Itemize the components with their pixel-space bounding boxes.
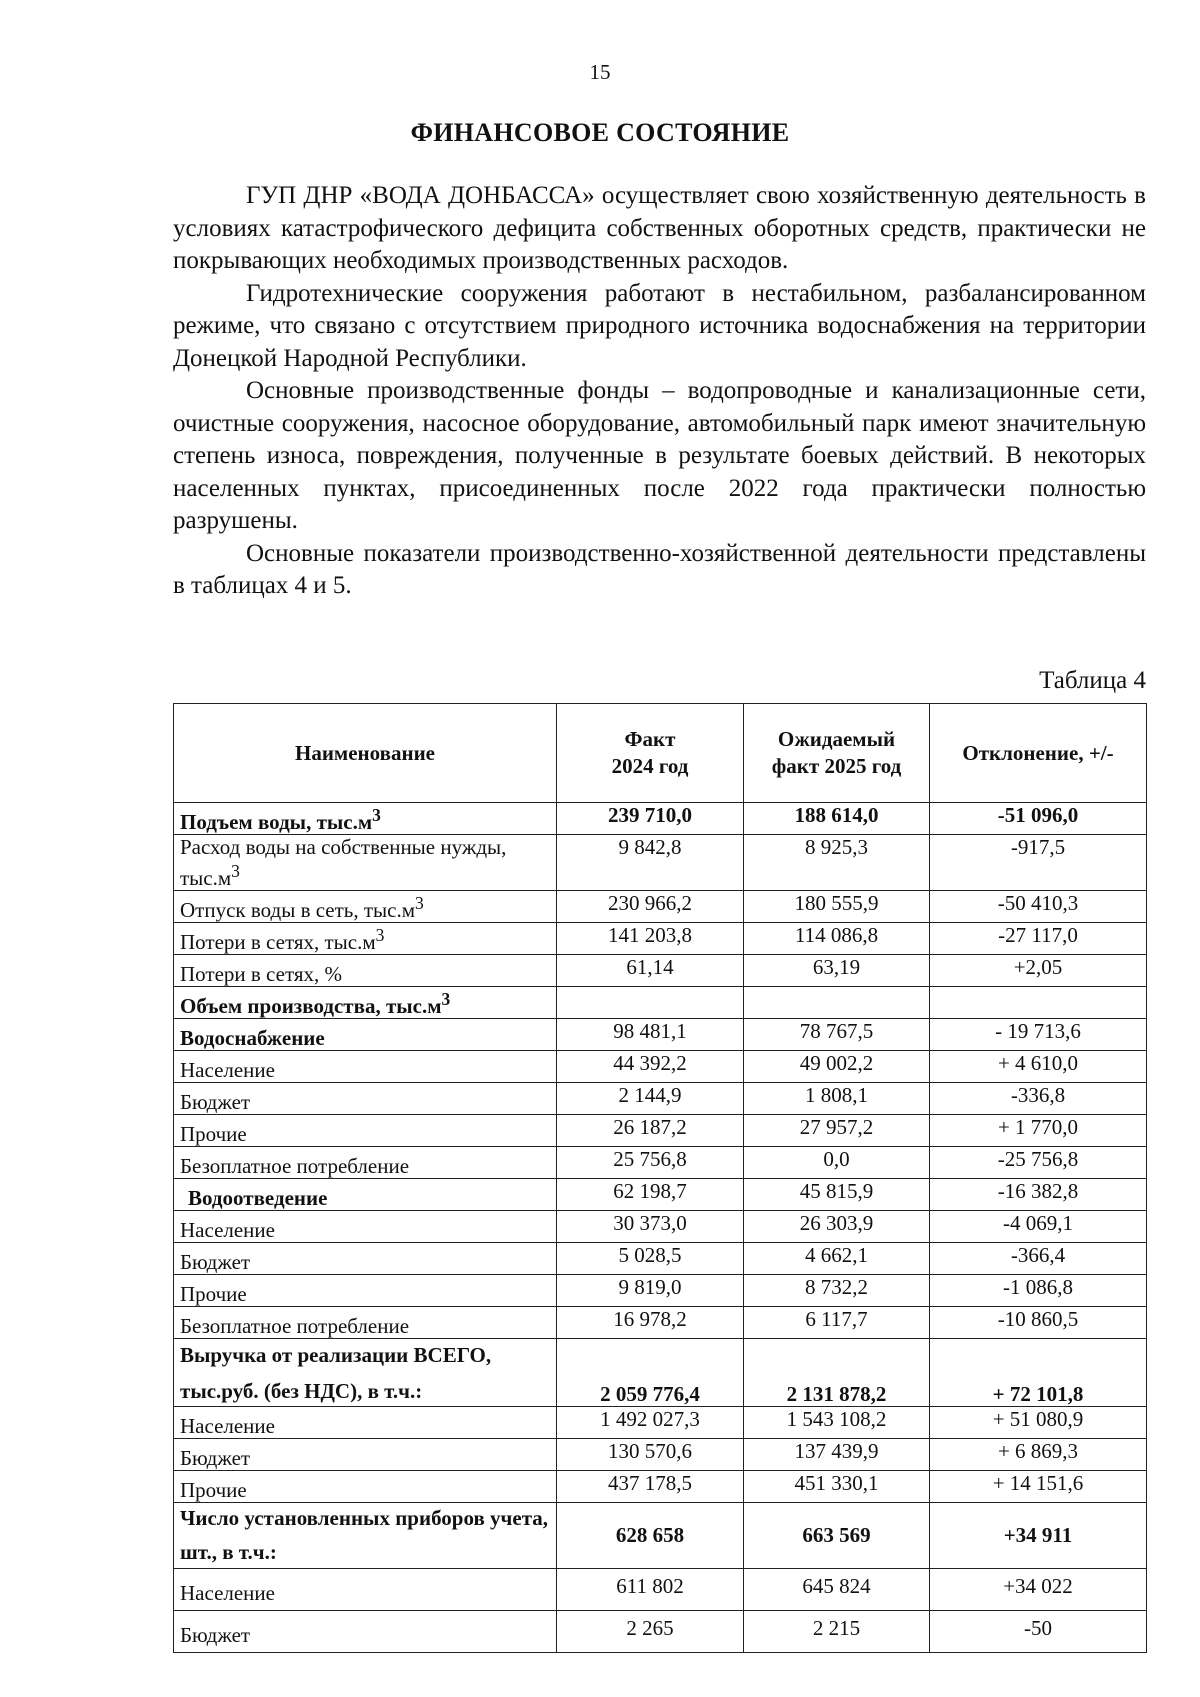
row-name: Водоснабжение [174, 1019, 557, 1051]
cell-deviation: -25 756,8 [930, 1147, 1147, 1179]
indicators-table [173, 703, 1147, 1653]
row-name: Потери в сетях, % [174, 955, 557, 987]
paragraph: ГУП ДНР «ВОДА ДОНБАССА» осуществляет свою хозяйственную деятельность в условиях катастрофического дефицита собственных оборотных средств, практически не покрывающих необходимых производственных расходов. [173, 182, 1146, 274]
row-name: Прочие [174, 1275, 557, 1307]
table-row [174, 923, 1147, 955]
cell-fact: 2 265 [557, 1611, 744, 1653]
header-name: Наименование [174, 704, 557, 803]
table-row [174, 1115, 1147, 1147]
cell-expected: 0,0 [744, 1147, 930, 1179]
table-row [174, 1503, 1147, 1569]
row-name: Население [174, 1407, 557, 1439]
cell-fact: 130 570,6 [557, 1439, 744, 1471]
table-row [174, 835, 1147, 891]
cell-fact: 230 966,2 [557, 891, 744, 923]
cell-deviation: + 14 151,6 [930, 1471, 1147, 1503]
cell-fact: 9 842,8 [557, 835, 744, 891]
row-name: Безоплатное потребление [174, 1307, 557, 1339]
row-name: Бюджет [174, 1083, 557, 1115]
cell-deviation: -50 [930, 1611, 1147, 1653]
row-name: Население [174, 1051, 557, 1083]
cell-fact: 62 198,7 [557, 1179, 744, 1211]
cell-expected: 6 117,7 [744, 1307, 930, 1339]
cell-fact: 16 978,2 [557, 1307, 744, 1339]
cell-deviation: -336,8 [930, 1083, 1147, 1115]
cell-expected: 26 303,9 [744, 1211, 930, 1243]
table-row [174, 1439, 1147, 1471]
header-expected-2025: Ожидаемый факт 2025 год [744, 704, 930, 803]
cell-fact: 141 203,8 [557, 923, 744, 955]
cell-expected: 4 662,1 [744, 1243, 930, 1275]
cell-deviation: + 4 610,0 [930, 1051, 1147, 1083]
cell-deviation: -27 117,0 [930, 923, 1147, 955]
table-row [174, 1407, 1147, 1439]
row-name: Бюджет [174, 1611, 557, 1653]
row-name: Население [174, 1211, 557, 1243]
cell-expected: 137 439,9 [744, 1439, 930, 1471]
paragraph: Гидротехнические сооружения работают в нестабильном, разбалансированном режиме, что связано с отсутствием природного источника водоснабжения на территории Донецкой Народной Республики. [173, 279, 1146, 372]
cell-fact: 61,14 [557, 955, 744, 987]
cell-fact: 2 144,9 [557, 1083, 744, 1115]
cell-expected: 451 330,1 [744, 1471, 930, 1503]
page-number: 15 [589, 60, 611, 84]
cell-deviation: +34 911 [930, 1503, 1147, 1569]
table-row [174, 1569, 1147, 1611]
cell-expected: 1 543 108,2 [744, 1407, 930, 1439]
table-row [174, 1211, 1147, 1243]
row-name: Отпуск воды в сеть, $тыс.м^3$ [174, 891, 557, 923]
row-name: Водоотведение [174, 1179, 557, 1211]
table-row [174, 1179, 1147, 1211]
cell-fact: 2 059 776,4 [557, 1339, 744, 1407]
table-row [174, 1339, 1147, 1407]
row-name: Бюджет [174, 1439, 557, 1471]
cell-fact: 628 658 [557, 1503, 744, 1569]
cell-expected [744, 987, 930, 1019]
cell-expected: 63,19 [744, 955, 930, 987]
row-name: Бюджет [174, 1243, 557, 1275]
cell-deviation: -366,4 [930, 1243, 1147, 1275]
row-name: Безоплатное потребление [174, 1147, 557, 1179]
row-name: Выручка от реализации ВСЕГО, тыс.руб. (без НДС), в т.ч.: [174, 1339, 557, 1407]
cell-fact: 26 187,2 [557, 1115, 744, 1147]
row-name: Число установленных приборов учета, шт., в т.ч.: [174, 1503, 557, 1569]
cell-expected: 114 086,8 [744, 923, 930, 955]
cell-fact [557, 987, 744, 1019]
paragraph: Основные производственные фонды – водопроводные и канализационные сети, очистные сооружения, насосное оборудование, автомобильный парк имеют значительную степень износа, повреждения, полученные в результате боевых действий. В некоторых населенных пунктах, присоединенных после 2022 года практически полностью разрушены. [173, 377, 1146, 534]
row-name: Расход воды на собственные нужды, $тыс.м^3$ [174, 835, 557, 891]
cell-deviation: +2,05 [930, 955, 1147, 987]
cell-deviation: -4 069,1 [930, 1211, 1147, 1243]
table-caption: Таблица 4 [1039, 667, 1146, 694]
table-row [174, 1019, 1147, 1051]
table-row [174, 1611, 1147, 1653]
row-name: Подъем воды, $тыс.м^3$ [174, 803, 557, 835]
cell-fact: 9 819,0 [557, 1275, 744, 1307]
page-title: ФИНАНСОВОЕ СОСТОЯНИЕ [410, 118, 790, 147]
cell-expected: 645 824 [744, 1569, 930, 1611]
table-row [174, 1083, 1147, 1115]
cell-deviation [930, 987, 1147, 1019]
table-row [174, 1147, 1147, 1179]
header-deviation: Отклонение, +/- [930, 704, 1147, 803]
cell-fact: 437 178,5 [557, 1471, 744, 1503]
cell-deviation: + 72 101,8 [930, 1339, 1147, 1407]
cell-deviation: -917,5 [930, 835, 1147, 891]
cell-deviation: - 19 713,6 [930, 1019, 1147, 1051]
cell-expected: 2 215 [744, 1611, 930, 1653]
cell-expected: 180 555,9 [744, 891, 930, 923]
cell-expected: 45 815,9 [744, 1179, 930, 1211]
cell-fact: 611 802 [557, 1569, 744, 1611]
table-row [174, 1051, 1147, 1083]
cell-deviation: -51 096,0 [930, 803, 1147, 835]
table-row [174, 1307, 1147, 1339]
row-name: Население [174, 1569, 557, 1611]
paragraph: Основные показатели производственно-хозяйственной деятельности представлены в таблицах 4 и 5. [173, 539, 1146, 599]
cell-fact: 98 481,1 [557, 1019, 744, 1051]
cell-fact: 44 392,2 [557, 1051, 744, 1083]
cell-expected: 188 614,0 [744, 803, 930, 835]
table-row [174, 803, 1147, 835]
table-row [174, 1275, 1147, 1307]
cell-fact: 30 373,0 [557, 1211, 744, 1243]
cell-deviation: +34 022 [930, 1569, 1147, 1611]
row-name: Прочие [174, 1115, 557, 1147]
cell-expected: 8 925,3 [744, 835, 930, 891]
cell-expected: 27 957,2 [744, 1115, 930, 1147]
cell-expected: 8 732,2 [744, 1275, 930, 1307]
table-header-row [174, 704, 1147, 803]
cell-fact: 239 710,0 [557, 803, 744, 835]
table-row [174, 955, 1147, 987]
body-text [173, 180, 1146, 603]
table-row [174, 1243, 1147, 1275]
cell-deviation: -1 086,8 [930, 1275, 1147, 1307]
cell-deviation: -50 410,3 [930, 891, 1147, 923]
cell-fact: 25 756,8 [557, 1147, 744, 1179]
table-row [174, 987, 1147, 1019]
cell-expected: 2 131 878,2 [744, 1339, 930, 1407]
header-fact-2024: Факт 2024 год [557, 704, 744, 803]
cell-expected: 663 569 [744, 1503, 930, 1569]
cell-fact: 5 028,5 [557, 1243, 744, 1275]
cell-expected: 78 767,5 [744, 1019, 930, 1051]
row-name: Прочие [174, 1471, 557, 1503]
cell-expected: 49 002,2 [744, 1051, 930, 1083]
cell-deviation: + 1 770,0 [930, 1115, 1147, 1147]
cell-expected: 1 808,1 [744, 1083, 930, 1115]
row-name: Объем производства, $тыс.м^3$ [174, 987, 557, 1019]
table-row [174, 1471, 1147, 1503]
row-name: Потери в сетях, $тыс.м^3$ [174, 923, 557, 955]
table-row [174, 891, 1147, 923]
cell-deviation: -16 382,8 [930, 1179, 1147, 1211]
cell-fact: 1 492 027,3 [557, 1407, 744, 1439]
cell-deviation: + 6 869,3 [930, 1439, 1147, 1471]
cell-deviation: -10 860,5 [930, 1307, 1147, 1339]
cell-deviation: + 51 080,9 [930, 1407, 1147, 1439]
